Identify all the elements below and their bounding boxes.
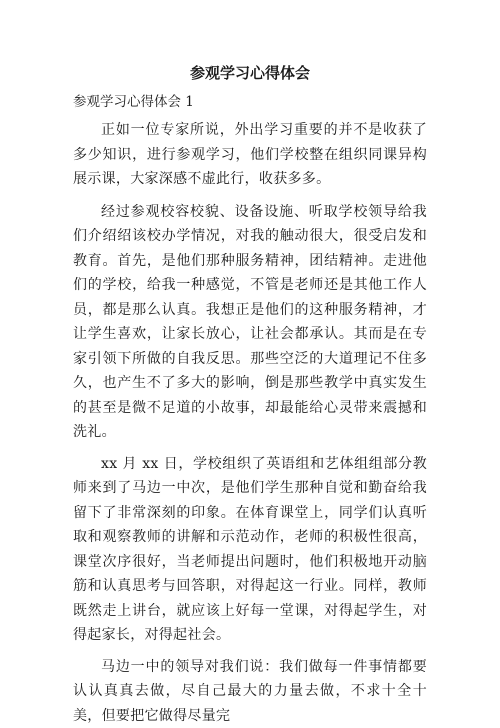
- paragraph-2: 经过参观校容校貌、设备设施、听取学校领导给我们介绍绍该校办学情况，对我的触动很大，很受启发和教育。首先，是他们那种服务精神，团结精神。走进他们的学校，给我一种感觉，不管是老师还是其他工作人员，都是那么认真。我想正是他们的这种服务精神，才让学生喜欢，让家长放心，让社会都承认。其而是在专家引领下所做的自我反思。那些空泛的大道理记不住多久，也产生不了多大的影响，倒是那些教学中真实发生的甚至是微不足道的小故事，却最能给心灵带来震撼和洗礼。: [73, 200, 427, 445]
- body-text: [73, 118, 427, 728]
- paragraph-1: 正如一位专家所说，外出学习重要的并不是收获了多少知识，进行参观学习，他们学校整在组织同课异构展示课，大家深感不虚此行，收获多多。: [73, 118, 427, 192]
- section-subtitle: 参观学习心得体会 1: [73, 92, 194, 112]
- paragraph-4: 马边一中的领导对我们说：我们做每一件事情都要认认真真去做，尽自己最大的力量去做，不求十全十美，但要把它做得尽量完: [73, 655, 427, 728]
- document-title: 参观学习心得体会: [0, 63, 500, 83]
- paragraph-3: xx 月 xx 日，学校组织了英语组和艺体组组部分教师来到了马边一中次，是他们学生那种自觉和勤奋给我留下了非常深刻的印象。在体育课堂上，同学们认真听取和观察教师的讲解和示范动作，老师的积极性很高，课堂次序很好，当老师提出问题时，他们积极地开动脑筋和认真思考与回答职，对得起这一行业。同样，教师既然走上讲台，就应该上好每一堂课，对得起学生，对得起家长，对得起社会。: [73, 452, 427, 648]
